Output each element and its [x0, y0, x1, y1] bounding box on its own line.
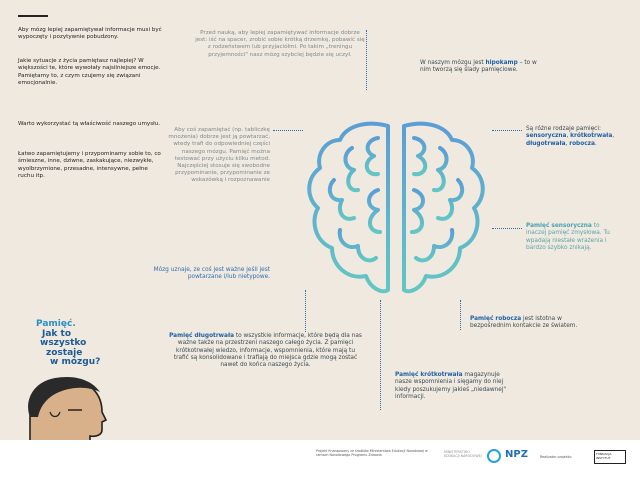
brain-note-text: Mózg uznaje, ze coś jest ważne jeśli jest powtarzane i/lub nietypowe. [153, 267, 270, 281]
npz-logo-text: NPZ [505, 449, 528, 460]
intro-p3: Warto wykorzystać tą właściwość naszego umysłu. [18, 121, 161, 127]
main-question: Pamięć. Jak to wszystko zostaje w mózgu? [36, 319, 101, 367]
longterm-text: Pamięć długotrwała to wszystkie informacje, które będą dla nas ważne także na przestrzeni naszego całego życia. Z pamięci krótkotrwałej wiedzo, informacje, wspomnienia, które mają tu trafić są konsolidowane i trafiają do miejsca gdzie mogą zostać nawet do końca naszego życia. [169, 333, 362, 369]
intro-p4: Łatwo zapamiętujemy i przypominamy sobie to, co śmieszne, inne, dziwne, zaskakujące, niezwykłe, wyolbrzymione, przesadne, intensywne, pełne ruchu itp. [18, 151, 161, 179]
intro-p2: Jakie sytuacje z życia pamiętasz najlepiej? W większości te, które wywołały najsilniejsze emocje. Pamiętamy to, z czym czujemy się związani emocjonalnie. [18, 58, 161, 86]
working-memory-text: Pamięć robocza jest istotna w bezpośrednim kontakcie ze światem. [470, 316, 578, 330]
hippocampus-text: W naszym mózgu jest hipokamp – to w nim tworzą się ślady pamięciowe. [420, 60, 537, 74]
brain-illustration [296, 118, 496, 303]
connector-line [380, 300, 381, 410]
repetition-text: Aby coś zapamiętać (np. tabliczkę mnożenia) dobrze jest ją powtarzać, wtedy trafi do odpowiedniej części naszego mózgu. Pamięć można testować przy użyciu kilku metod. Najczęściej stosuje się swobodne przypominanie, przypominanie ze wskazówką i rozpoznawanie [168, 127, 270, 184]
intro-p1: Aby mózg lepiej zapamiętywał informacje musi być wypoczęty i pozytywnie pobudzony. [18, 27, 162, 41]
footer-bar [0, 440, 640, 480]
connector-line [492, 228, 522, 229]
footer-project-text: Projekt finansowany ze środków Ministerstwa Edukacji Narodowej w ramach Narodowego Programu Zdrowia [316, 449, 428, 458]
connector-line [492, 130, 522, 131]
foundation-logo: FUNDACJA INSTYTUT [594, 450, 626, 464]
footer-realizator-label: Realizator projektu: [540, 455, 573, 459]
top-rule [18, 15, 48, 17]
shortterm-text: Pamięć krótkotrwała magazynuje nasze wspomnienia i sięgamy do niej kiedy poszukujemy jakieś „niedawnej" informacji. [395, 372, 507, 400]
ministry-logo: MINISTERSTWO EDUKACJI NARODOWEJ [444, 450, 482, 459]
connector-line [460, 300, 461, 330]
memory-types-text: Są różne rodzaje pamięci: sensoryczna, krótkotrwała, długotrwała, robocza. [526, 126, 615, 147]
top-center-text: Przed nauką, aby lepiej zapamiętywać informacje dobrze jest: iść na spacer, zrobić sobie krótką drzemkę, pobawić się z rodzeństwem lub przyjaciółmi. Po takim „treningu przyjemności" nasz mózg szybciej będzie się uczył. [195, 30, 365, 58]
connector-line [366, 30, 367, 90]
npz-logo-icon [487, 449, 501, 463]
sensory-text: Pamięć sensoryczna to inaczej pamięć zmysłowa. Tu wpadają niestałe wrażenia i bardzo szybko znikają. [526, 223, 610, 251]
head-illustration [10, 372, 120, 442]
